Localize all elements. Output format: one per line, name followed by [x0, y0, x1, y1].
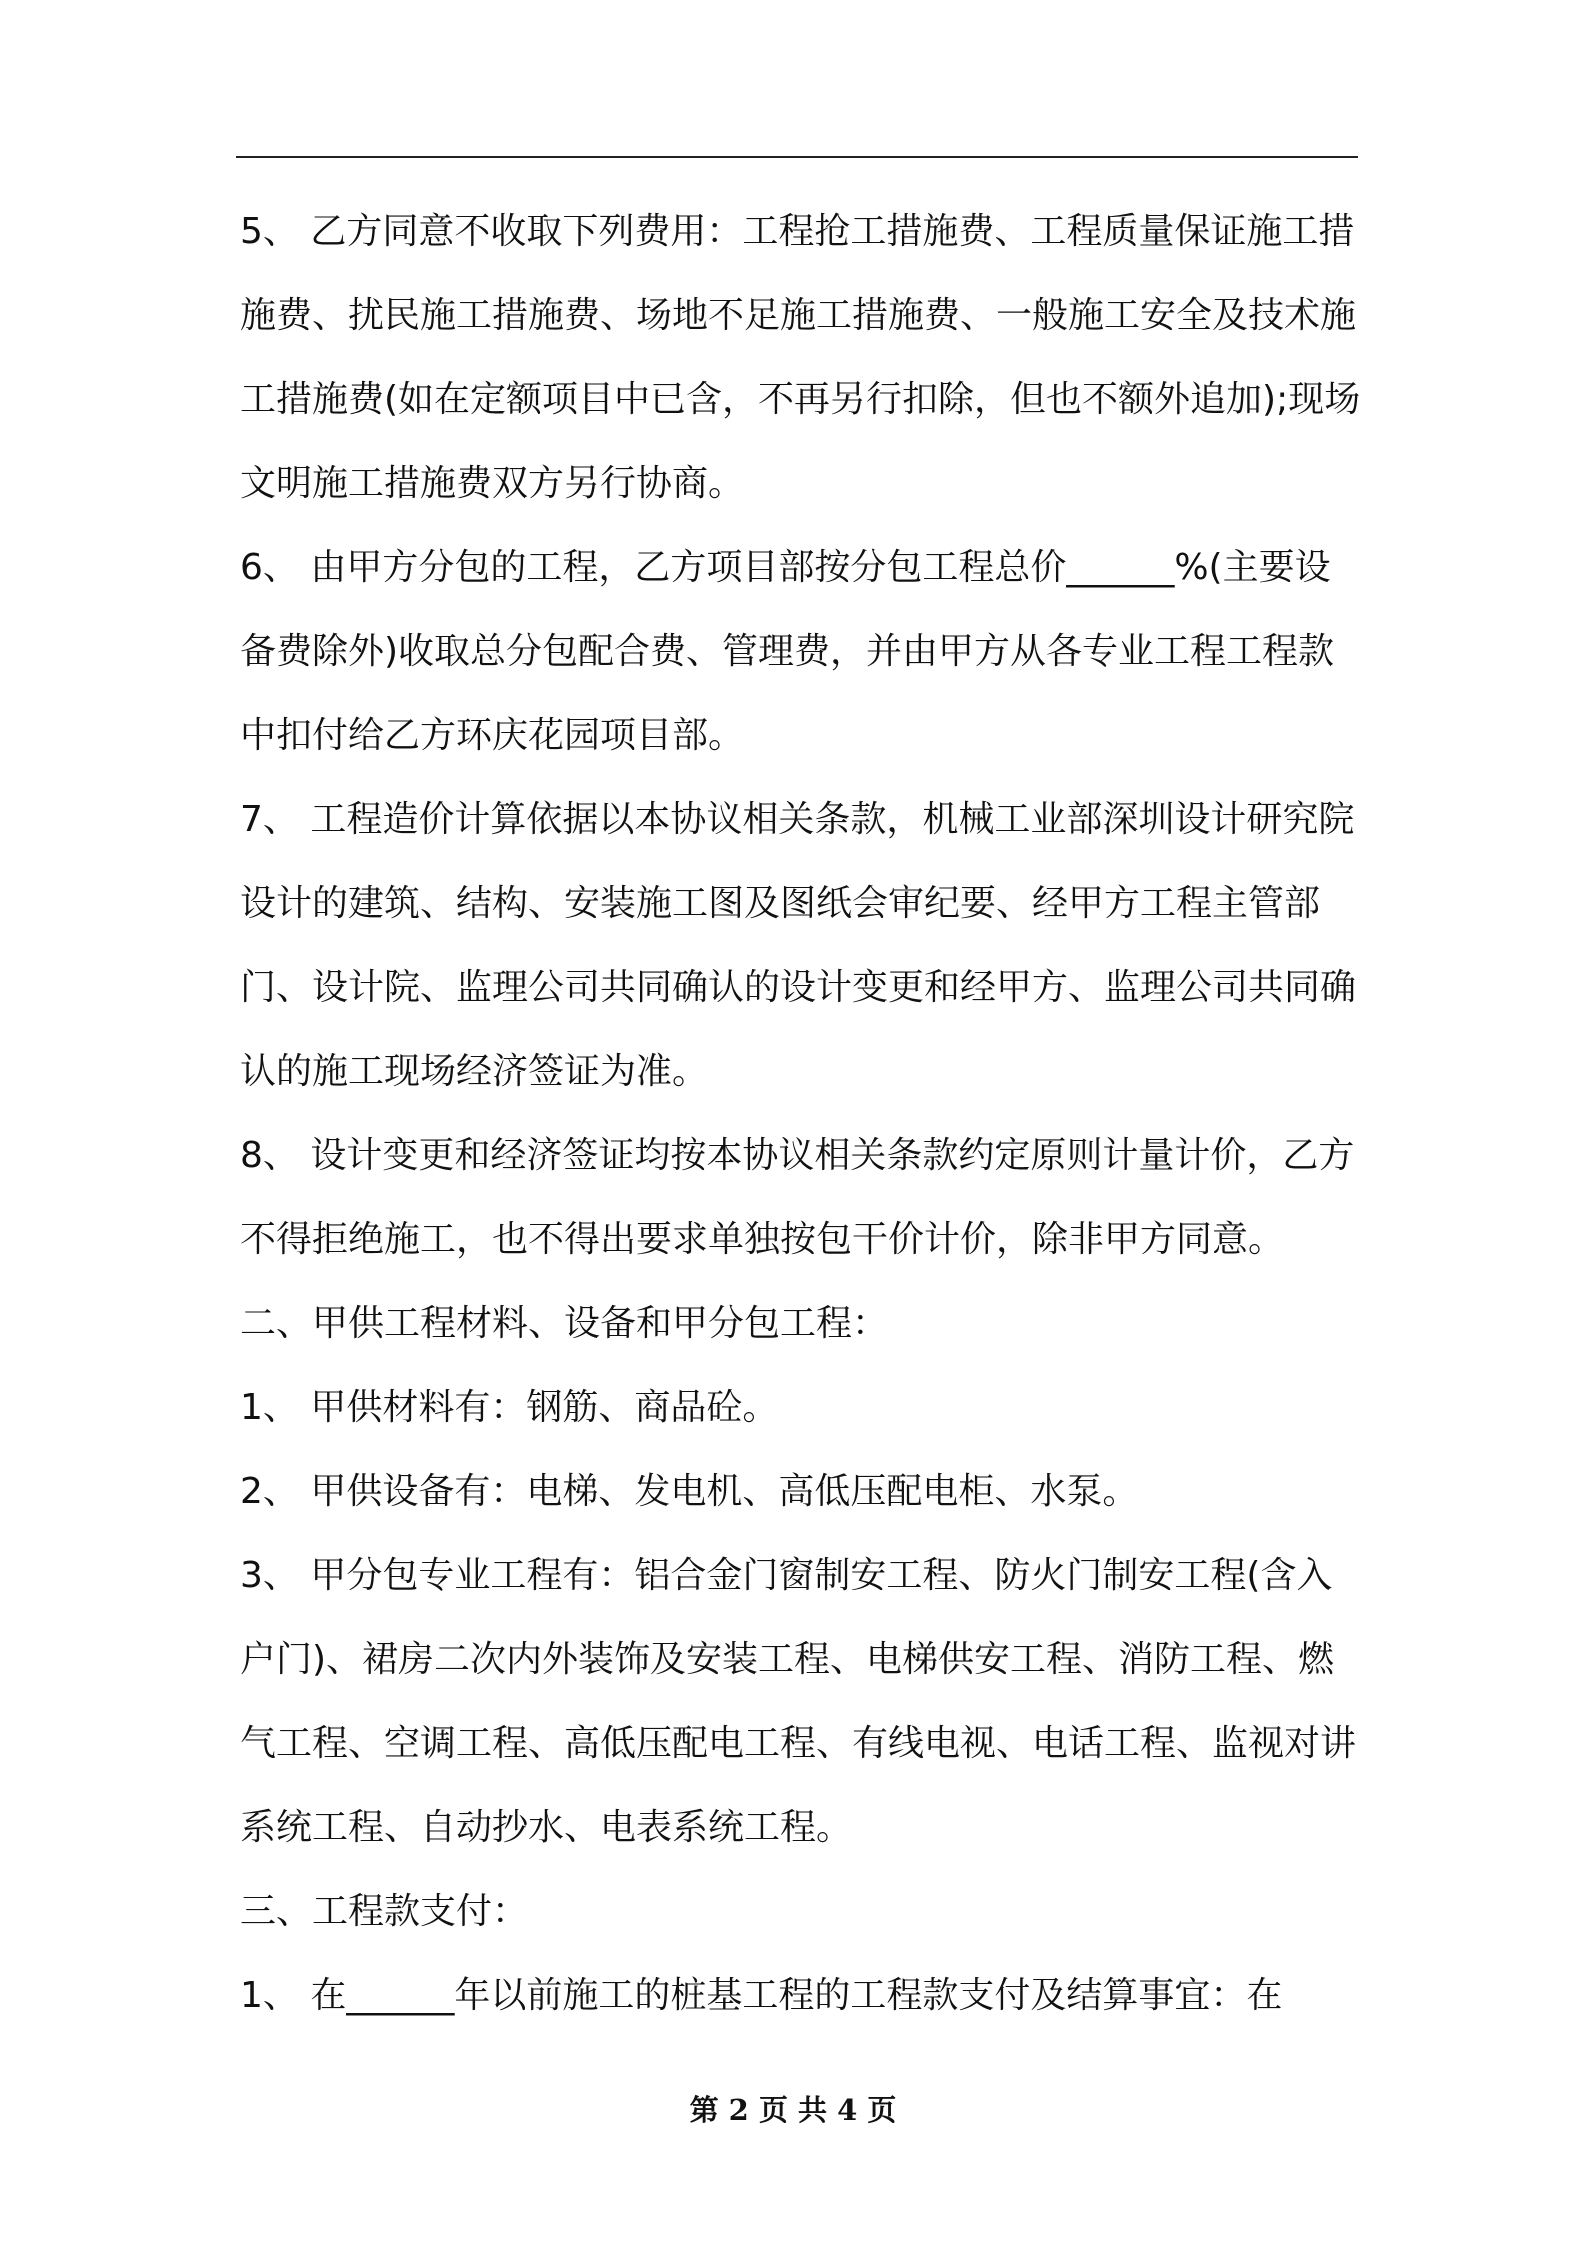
clause-3-1-payment: 1、 在______年以前施工的桩基工程的工程款支付及结算事宜：在	[240, 1975, 1283, 2016]
clause-6-subcontract-fee: 6、 由甲方分包的工程，乙方项目部按分包工程总价______%(主要设备费除外)收取总分包配合费、管理费，并由甲方从各专业工程工程款中扣付给乙方环庆花园项目部。	[240, 547, 1335, 756]
section-3-heading: 三、工程款支付：	[240, 1891, 529, 1932]
page-number: 第 2 页 共 4 页	[689, 2093, 897, 2127]
clause-2-1-materials: 1、 甲供材料有：钢筋、商品砼。	[240, 1387, 779, 1428]
document-body	[240, 190, 1365, 2038]
clause-2-3-subcontract-works: 3、 甲分包专业工程有：铝合金门窗制安工程、防火门制安工程(含入户门)、裙房二次内外装饰及安装工程、电梯供安工程、消防工程、燃气工程、空调工程、高低压配电工程、有线电视、电话工程、监视对讲系统工程、自动抄水、电表系统工程。	[240, 1555, 1357, 1848]
clause-5-fee-exclusions: 5、 乙方同意不收取下列费用：工程抢工措施费、工程质量保证施工措施费、扰民施工措施费、场地不足施工措施费、一般施工安全及技术施工措施费(如在定额项目中已含，不再另行扣除，但也不额外追加);现场文明施工措施费双方另行协商。	[240, 211, 1361, 504]
clause-8-change-pricing: 8、 设计变更和经济签证均按本协议相关条款约定原则计量计价，乙方不得拒绝施工，也不得出要求单独按包干价计价，除非甲方同意。	[240, 1135, 1355, 1260]
section-2-heading: 二、甲供工程材料、设备和甲分包工程：	[240, 1303, 889, 1344]
clause-2-2-equipment: 2、 甲供设备有：电梯、发电机、高低压配电柜、水泵。	[240, 1471, 1139, 1512]
header-rule	[236, 156, 1358, 158]
clause-7-cost-basis: 7、 工程造价计算依据以本协议相关条款，机械工业部深圳设计研究院设计的建筑、结构、安装施工图及图纸会审纪要、经甲方工程主管部门、设计院、监理公司共同确认的设计变更和经甲方、监理公司共同确认的施工现场经济签证为准。	[240, 799, 1357, 1092]
